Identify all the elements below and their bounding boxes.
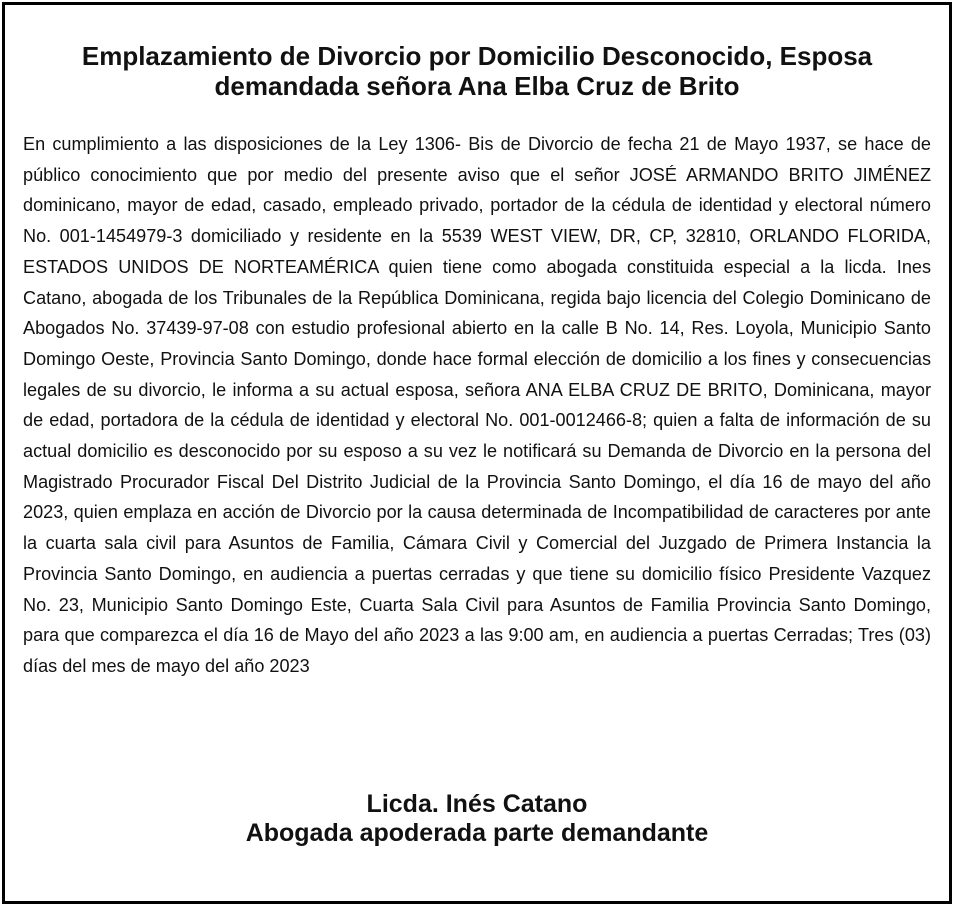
signature-block bbox=[15, 790, 939, 848]
notice-frame bbox=[2, 2, 952, 904]
notice-body: En cumplimiento a las disposiciones de la Ley 1306- Bis de Divorcio de fecha 21 de Mayo 1937, se hace de público conocimiento que por medio del presente aviso que el señor JOSÉ ARMANDO BRITO JIMÉNEZ dominicano, mayor de edad, casado, empleado privado, portador de la cédula de identidad y electoral número No. 001-1454979-3 domiciliado y residente en la 5539 WEST VIEW, DR, CP, 32810, ORLANDO FLORIDA, ESTADOS UNIDOS DE NORTEAMÉRICA quien tiene como abogada constituida especial a la licda. Ines Catano, abogada de los Tribunales de la República Dominicana, regida bajo licencia del Colegio Dominicano de Abogados No. 37439-97-08 con estudio profesional abierto en la calle B No. 14, Res. Loyola, Municipio Santo Domingo Oeste, Provincia Santo Domingo, donde hace formal elección de domicilio a los fines y consecuencias legales de su divorcio, le informa a su actual esposa, señora ANA ELBA CRUZ DE BRITO, Dominicana, mayor de edad, portadora de la cédula de identidad y electoral No. 001-0012466-8; quien a falta de información de su actual domicilio es desconocido por su esposo a su vez le notificará su Demanda de Divorcio en la persona del Magistrado Procurador Fiscal Del Distrito Judicial de la Provincia Santo Domingo, el día 16 de mayo del año 2023, quien emplaza en acción de Divorcio por la causa determinada de Incompatibilidad de caracteres por ante la cuarta sala civil para Asuntos de Familia, Cámara Civil y Comercial del Juzgado de Primera Instancia la Provincia Santo Domingo, en audiencia a puertas cerradas y que tiene su domicilio físico Presidente Vazquez No. 23, Municipio Santo Domingo Este, Cuarta Sala Civil para Asuntos de Familia Provincia Santo Domingo, para que comparezca el día 16 de Mayo del año 2023 a las 9:00 am, en audiencia a puertas Cerradas; Tres (03) días del mes de mayo del año 2023 bbox=[23, 134, 931, 676]
signature-name: Licda. Inés Catano bbox=[366, 790, 588, 818]
notice-title-line-2: demandada señora Ana Elba Cruz de Brito bbox=[214, 71, 740, 101]
notice-title-line-1: Emplazamiento de Divorcio por Domicilio Desconocido, Esposa bbox=[81, 41, 873, 71]
notice-title bbox=[15, 41, 939, 101]
signature-role: Abogada apoderada parte demandante bbox=[245, 819, 709, 847]
